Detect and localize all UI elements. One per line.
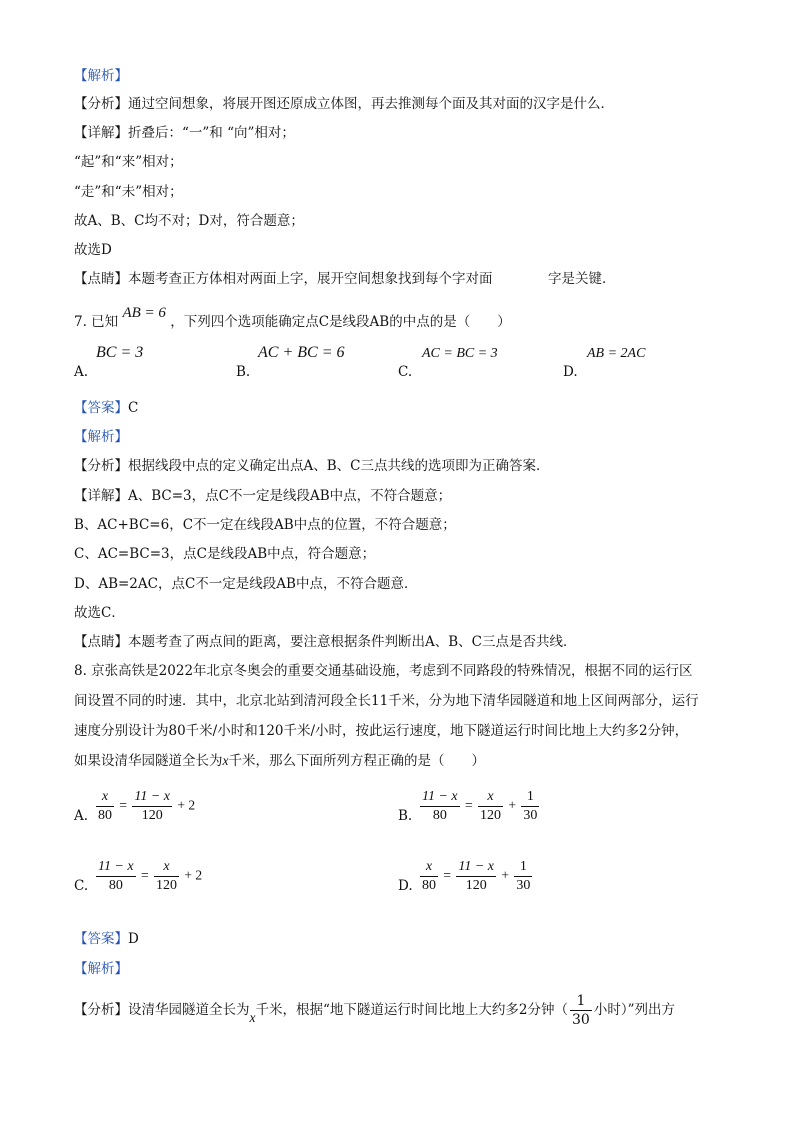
question-8-stem-3: 速度分别设计为80千米/小时和120千米/小时，按此运行速度，地下隧道运行时间比地上大约多2分钟， (74, 723, 689, 739)
comment-text: 【点睛】本题考查正方体相对两面上字，展开空间想象找到每个字对面 (74, 271, 493, 287)
conclusion-line: 故选C． (74, 605, 125, 621)
detail-text: 【详解】A、BC=3，点C不一定是线段AB中点，不符合题意； (74, 488, 452, 504)
comment-tail: 字是关键． (548, 271, 616, 287)
analysis-text: 【分析】通过空间想象，将展开图还原成立体图，再去推测每个面及其对面的汉字是什么． (74, 96, 614, 112)
analysis-label: 【解析】 (74, 961, 128, 977)
detail-line: “走”和“未”相对； (74, 184, 183, 200)
answer-8: 【答案】D (74, 931, 139, 947)
analysis-text: 【分析】根据线段中点的定义确定出点A、B、C三点共线的选项即为正确答案． (74, 458, 550, 474)
analysis-label: 【解析】 (74, 68, 128, 84)
question-8-stem-1: 8. 京张高铁是2022年北京冬奥会的重要交通基础设施，考虑到不同路段的特殊情况，根据不同的运行区 (74, 663, 693, 679)
question-8-stem-2: 间设置不同的时速．其中，北京北站到清河段全长11千米，分为地下清华园隧道和地上区间两部分，运行 (74, 693, 699, 709)
analysis-label: 【解析】 (74, 429, 128, 445)
detail-line: B、AC+BC=6，C不一定在线段AB中点的位置，不符合题意； (74, 517, 456, 533)
question-7-stem: 7. 已知 AB = 6 ，下列四个选项能确定点C是线段AB的中点的是（ ） (74, 305, 511, 330)
detail-line: “起”和“来”相对； (74, 154, 183, 170)
detail-line: C、AC=BC=3，点C是线段AB中点，符合题意； (74, 546, 376, 562)
detail-line: 故A、B、C均不对；D对，符合题意； (74, 213, 304, 229)
detail-text: 【详解】折叠后：“一”和 “向”相对； (74, 125, 295, 141)
conclusion-line: 故选D (74, 242, 112, 258)
question-8-stem-4: 如果设清华园隧道全长为x千米，那么下面所列方程正确的是（ ） (74, 753, 485, 769)
answer-7: 【答案】C (74, 400, 139, 416)
detail-line: D、AB=2AC，点C不一定是线段AB中点，不符合题意． (74, 576, 418, 592)
comment-text: 【点睛】本题考查了两点间的距离，要注意根据条件判断出A、B、C三点是否共线． (74, 634, 577, 650)
analysis-text-8: 【分析】设清华园隧道全长为x千米，根据“地下隧道运行时间比地上大约多2分钟（ $\frac{1}{30}$ 小时）”列出方 (74, 993, 675, 1028)
